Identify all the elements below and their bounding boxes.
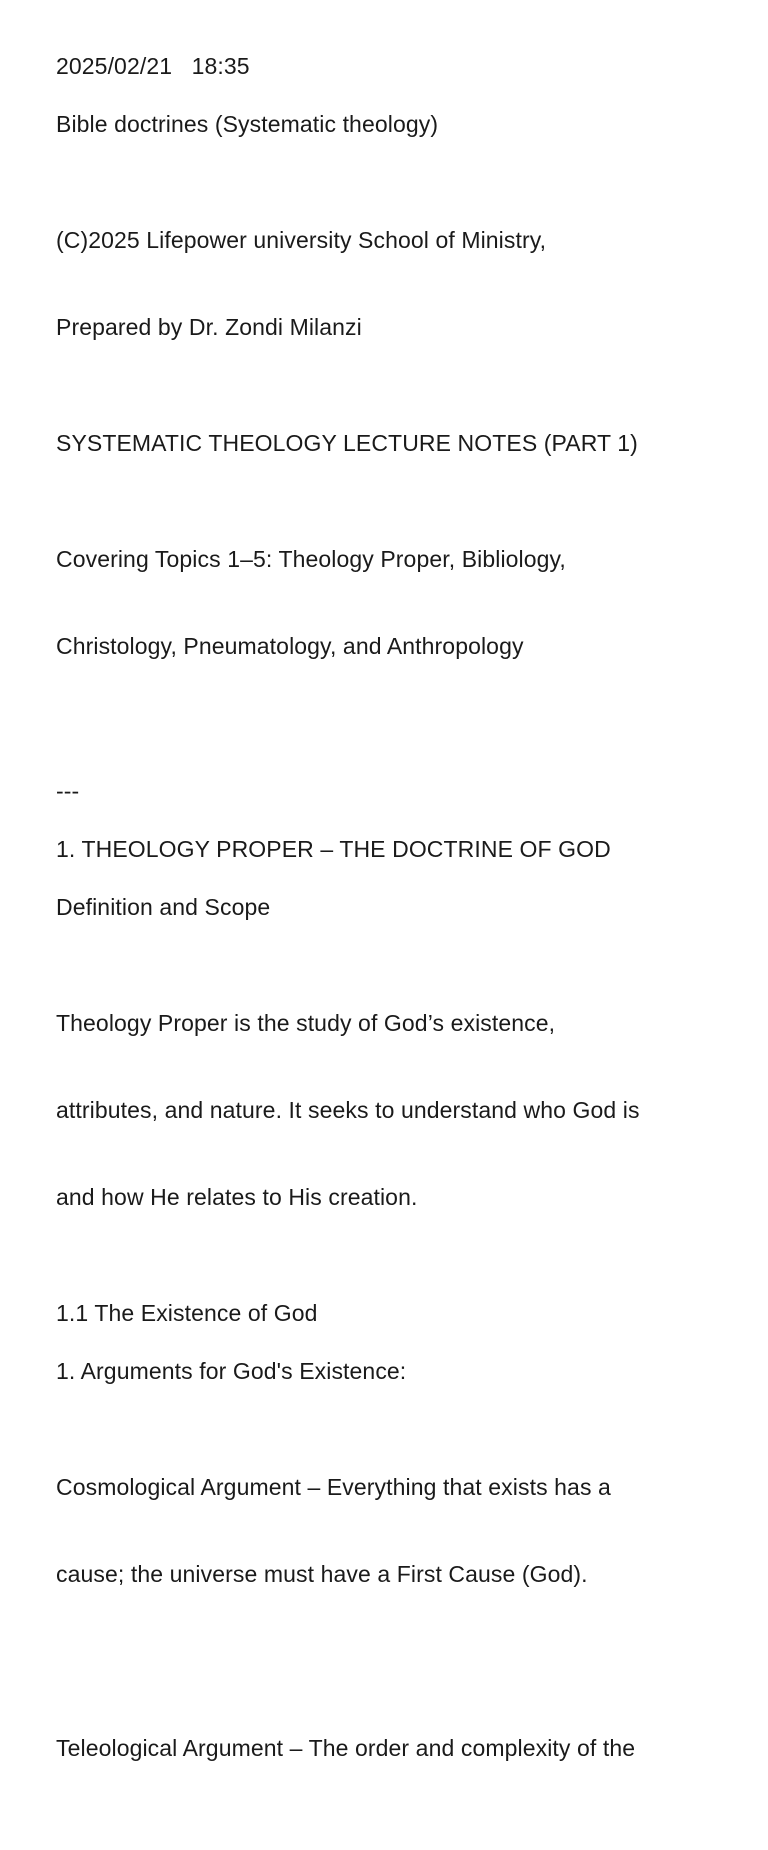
- teleological-argument: [56, 1676, 756, 1821]
- definition-heading: Definition and Scope: [56, 894, 271, 920]
- arguments-heading: 1. Arguments for God's Existence:: [56, 1358, 407, 1384]
- separator: ---: [56, 778, 80, 804]
- definition-paragraph: [56, 951, 756, 1270]
- copyright-block: [56, 168, 756, 400]
- definition-line: attributes, and nature. It seeks to understand who God is: [56, 1097, 640, 1123]
- definition-line: and how He relates to His creation.: [56, 1184, 418, 1210]
- cosmological-line: Cosmological Argument – Everything that exists has a: [56, 1474, 611, 1500]
- topics-block: [56, 487, 756, 719]
- teleological-line: Teleological Argument – The order and complexity of the: [56, 1735, 636, 1761]
- cosmological-argument: [56, 1415, 756, 1647]
- lecture-heading: SYSTEMATIC THEOLOGY LECTURE NOTES (PART 1): [56, 430, 638, 456]
- note-datetime: 2025/02/21 18:35: [56, 53, 250, 79]
- note-body: [56, 52, 756, 1850]
- section-heading: 1. THEOLOGY PROPER – THE DOCTRINE OF GOD: [56, 836, 611, 862]
- blank-line: [56, 748, 756, 777]
- subsection-heading: 1.1 The Existence of God: [56, 1300, 318, 1326]
- definition-line: Theology Proper is the study of God’s existence,: [56, 1010, 556, 1036]
- note-title: Bible doctrines (Systematic theology): [56, 111, 439, 137]
- copyright-line: (C)2025 Lifepower university School of Ministry,: [56, 227, 547, 253]
- author-line: Prepared by Dr. Zondi Milanzi: [56, 314, 362, 340]
- topics-line: Christology, Pneumatology, and Anthropology: [56, 633, 524, 659]
- cosmological-line: cause; the universe must have a First Cause (God).: [56, 1561, 588, 1587]
- topics-line: Covering Topics 1–5: Theology Proper, Bibliology,: [56, 546, 566, 572]
